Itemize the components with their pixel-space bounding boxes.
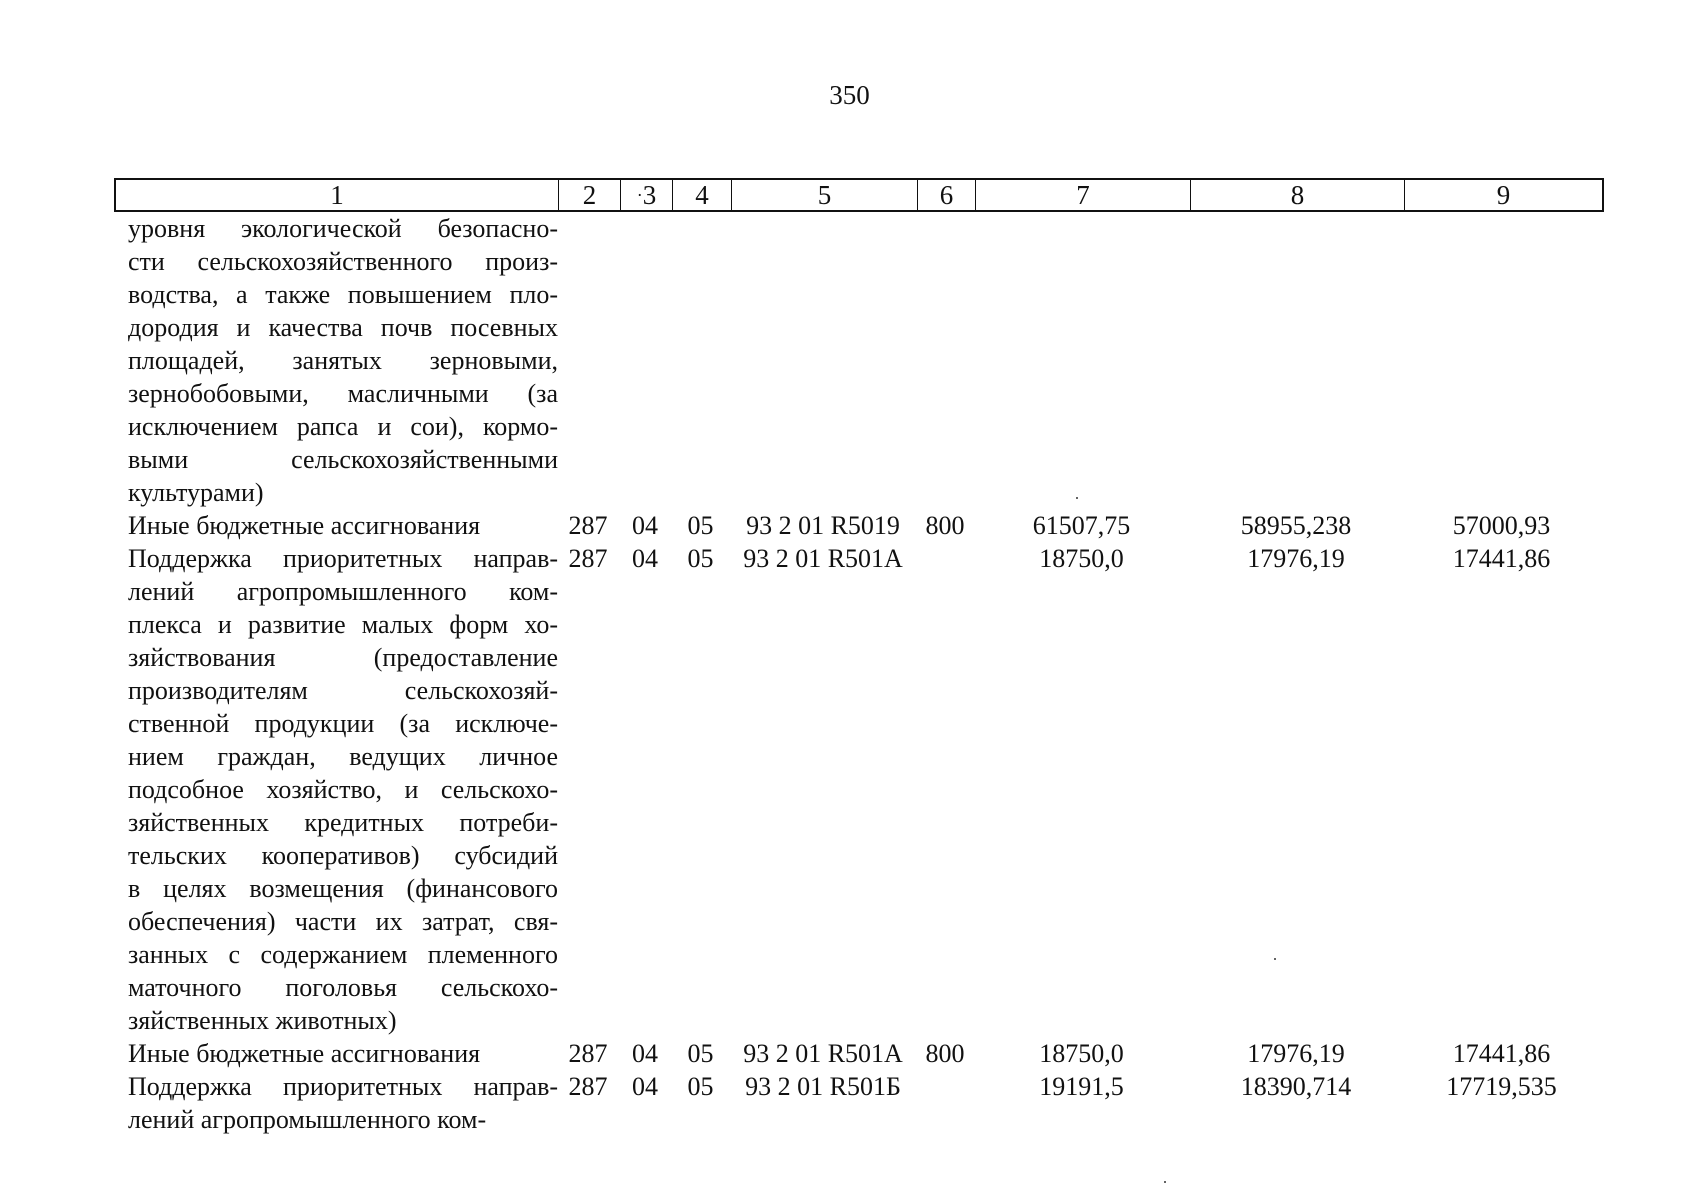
expense-type-code: 800: [925, 511, 965, 540]
page-number: 350: [829, 80, 870, 110]
row-description: [114, 212, 558, 509]
grbs-code: 287: [568, 511, 608, 540]
header-col-2: 2: [559, 180, 621, 210]
expense-type-code: 800: [925, 1039, 965, 1068]
amount-year-3: 17441,86: [1452, 1039, 1551, 1068]
description-line: водства, а также повышением пло-: [128, 280, 558, 309]
amount-year-3: 17719,535: [1446, 1072, 1557, 1101]
budget-table: [114, 178, 1604, 1136]
table-header-row: [114, 178, 1604, 212]
description-line: Поддержка приоритетных направ-: [128, 1072, 558, 1101]
amount-year-2: 17976,19: [1247, 1039, 1345, 1068]
description-line: культурами): [128, 478, 264, 507]
header-col-4: 4: [673, 180, 732, 210]
target-article-code: 93 2 01 R501А: [743, 1039, 903, 1068]
row-description: [114, 542, 558, 1037]
amount-year-2: 58955,238: [1240, 511, 1352, 540]
description-line: нием граждан, ведущих личное: [128, 742, 558, 771]
target-article-code: 93 2 01 R5019: [746, 511, 900, 540]
section-code: 04: [632, 544, 658, 573]
header-col-1: 1: [116, 180, 559, 210]
grbs-code: 287: [568, 544, 608, 573]
description-line: дородия и качества почв посевных: [128, 313, 558, 342]
description-line: производителям сельскохозяй-: [128, 676, 558, 705]
description-line: занных с содержанием племенного: [128, 940, 558, 969]
description-line: сти сельскохозяйственного произ-: [128, 247, 558, 276]
description-line: выми сельскохозяйственными: [128, 445, 558, 474]
description-line: плекса и развитие малых форм хо-: [128, 610, 558, 639]
description-line: подсобное хозяйство, и сельскохо-: [128, 775, 558, 804]
table-row: [114, 1070, 1604, 1136]
amount-year-1: 18750,0: [1039, 1039, 1124, 1068]
row-description: [114, 1070, 558, 1136]
description-line: лений агропромышленного ком-: [128, 577, 558, 606]
amount-year-2: 17976,19: [1247, 544, 1345, 573]
target-article-code: 93 2 01 R501А: [743, 544, 903, 573]
header-col-5: 5: [732, 180, 918, 210]
scan-speck: [1164, 1181, 1166, 1183]
description-line: Иные бюджетные ассигнования: [128, 1039, 481, 1068]
description-line: Поддержка приоритетных направ-: [128, 544, 558, 573]
header-col-3: [621, 180, 673, 210]
description-line: площадей, занятых зерновыми,: [128, 346, 558, 375]
description-line: Иные бюджетные ассигнования: [128, 511, 481, 540]
subsection-code: 05: [687, 1072, 714, 1101]
table-row: [114, 1037, 1604, 1070]
target-article-code: 93 2 01 R501Б: [745, 1072, 901, 1101]
header-col-7: 7: [976, 180, 1191, 210]
amount-year-2: 18390,714: [1240, 1072, 1352, 1101]
header-col-3-label: 3: [642, 180, 657, 210]
table-continuation-text: [114, 212, 1604, 509]
grbs-code: 287: [568, 1039, 608, 1068]
subsection-code: 05: [687, 511, 714, 540]
description-line: ственной продукции (за исключе-: [128, 709, 558, 738]
description-line: в целях возмещения (финансового: [128, 874, 558, 903]
header-col-6: 6: [918, 180, 976, 210]
section-code: 04: [632, 511, 658, 540]
description-line: обеспечения) части их затрат, свя-: [128, 907, 558, 936]
amount-year-1: 61507,75: [1032, 511, 1131, 540]
section-code: 04: [632, 1039, 658, 1068]
amount-year-1: 18750,0: [1039, 544, 1124, 573]
header-col-9: 9: [1496, 180, 1511, 210]
description-line: маточного поголовья сельскохо-: [128, 973, 558, 1002]
scan-speck: [1274, 958, 1276, 960]
description-line: исключением рапса и сои), кормо-: [128, 412, 558, 441]
table-row: [114, 509, 1604, 542]
header-col-8: 8: [1191, 180, 1405, 210]
description-line: лений агропромышленного ком-: [128, 1105, 487, 1134]
description-line: тельских кооперативов) субсидий: [128, 841, 558, 870]
amount-year-3: 17441,86: [1452, 544, 1551, 573]
subsection-code: 05: [687, 544, 714, 573]
table-row: [114, 542, 1604, 1037]
table-body: [114, 212, 1604, 1136]
description-line: зяйственных животных): [128, 1006, 397, 1035]
description-line: уровня экологической безопасно-: [128, 214, 558, 243]
grbs-code: 287: [568, 1072, 608, 1101]
subsection-code: 05: [687, 1039, 714, 1068]
scan-speck: [1076, 497, 1078, 499]
amount-year-3: 57000,93: [1452, 511, 1551, 540]
description-line: зяйственных кредитных потреби-: [128, 808, 558, 837]
row-description: [114, 1037, 558, 1070]
description-line: зернобобовыми, масличными (за: [128, 379, 558, 408]
description-line: зяйствования (предоставление: [128, 643, 558, 672]
amount-year-1: 19191,5: [1039, 1072, 1124, 1101]
row-description: [114, 509, 558, 542]
section-code: 04: [632, 1072, 658, 1101]
header-col-3-mark: ·: [636, 185, 643, 205]
